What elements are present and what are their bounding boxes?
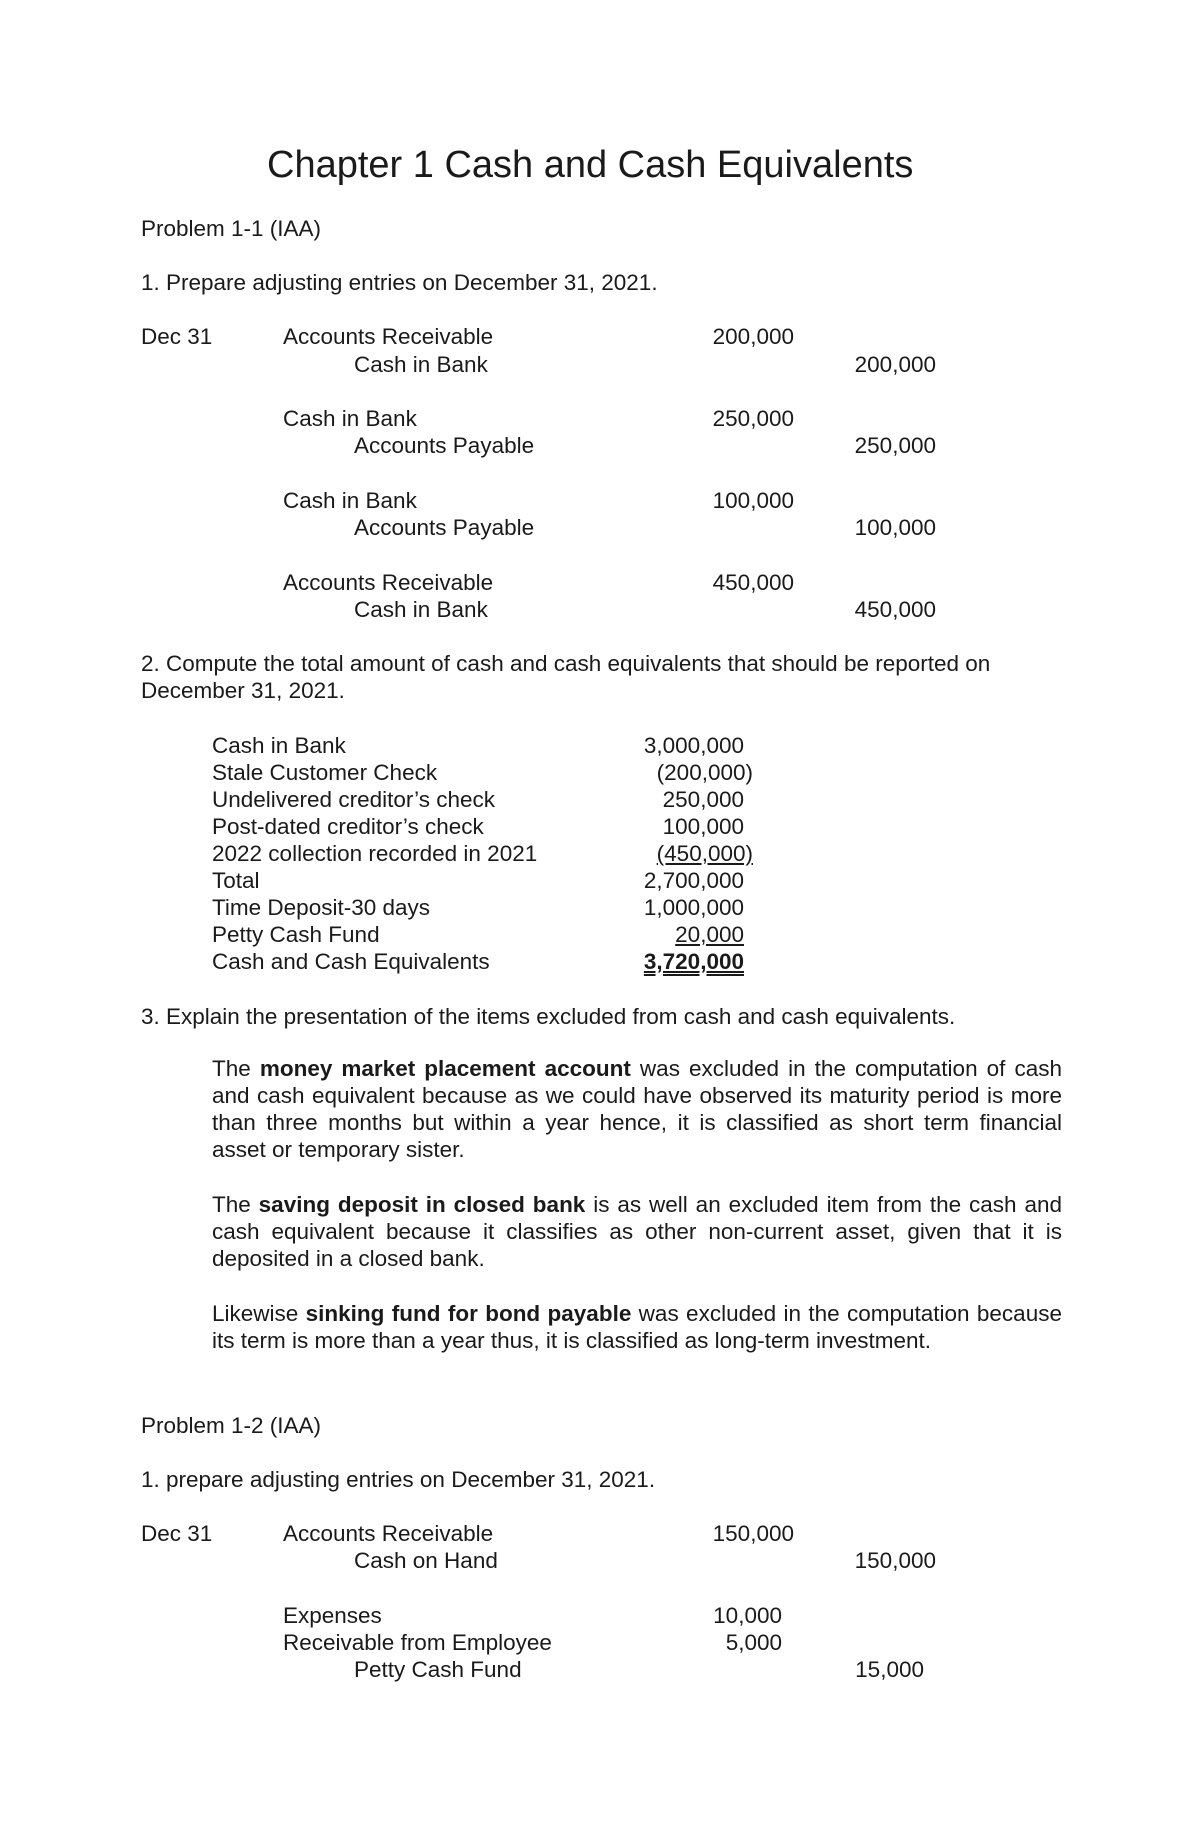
schedule-amount: 3,000,000 bbox=[643, 733, 744, 758]
credit-account: Cash in Bank bbox=[354, 597, 488, 622]
credit-account: Accounts Payable bbox=[354, 515, 535, 540]
schedule-amount: 1,000,000 bbox=[643, 895, 744, 920]
debit-amount: 5,000 bbox=[725, 1630, 782, 1655]
schedule-label: Total bbox=[212, 868, 260, 893]
credit-amount: 250,000 bbox=[854, 433, 936, 458]
credit-amount: 100,000 bbox=[854, 515, 936, 540]
schedule-amount: 20,000 bbox=[675, 922, 744, 947]
debit-account: Accounts Receivable bbox=[283, 324, 494, 349]
schedule-label: Cash in Bank bbox=[212, 733, 346, 758]
schedule-label: Petty Cash Fund bbox=[212, 922, 380, 947]
debit-amount: 250,000 bbox=[712, 406, 794, 431]
credit-account: Accounts Payable bbox=[354, 433, 535, 458]
problem-heading: Problem 1-2 (IAA) bbox=[141, 1413, 322, 1438]
debit-amount: 150,000 bbox=[712, 1521, 794, 1546]
debit-account: Cash in Bank bbox=[283, 406, 417, 431]
credit-account: Petty Cash Fund bbox=[354, 1657, 522, 1682]
debit-account: Accounts Receivable bbox=[283, 570, 494, 595]
debit-amount: 450,000 bbox=[712, 570, 794, 595]
debit-account: Accounts Receivable bbox=[283, 1521, 494, 1546]
debit-amount: 100,000 bbox=[712, 488, 794, 513]
schedule-label: Cash and Cash Equivalents bbox=[212, 949, 490, 974]
schedule-label: Stale Customer Check bbox=[212, 760, 438, 785]
schedule-amount: 2,700,000 bbox=[643, 868, 744, 893]
credit-amount: 450,000 bbox=[854, 597, 936, 622]
credit-amount: 150,000 bbox=[854, 1548, 936, 1573]
schedule-label: 2022 collection recorded in 2021 bbox=[212, 841, 538, 866]
entry-date: Dec 31 bbox=[141, 324, 213, 349]
question-2-line-2: December 31, 2021. bbox=[141, 678, 345, 703]
schedule-amount: (450,000) bbox=[656, 841, 753, 866]
question-3: 3. Explain the presentation of the items excluded from cash and cash equivalents. bbox=[141, 1004, 956, 1029]
explanation-paragraph: The saving deposit in closed bank is as well an excluded item from the cash and cash equivalent because it classifies as other non-current asset, given that it is deposited in a closed bank. bbox=[212, 1192, 1062, 1271]
page-title: Chapter 1 Cash and Cash Equivalents bbox=[267, 144, 914, 186]
schedule-label: Time Deposit-30 days bbox=[212, 895, 431, 920]
schedule-total-amount: 3,720,000 bbox=[643, 949, 744, 974]
entry-date: Dec 31 bbox=[141, 1521, 213, 1546]
credit-account: Cash in Bank bbox=[354, 352, 488, 377]
explanation-paragraph: Likewise sinking fund for bond payable was excluded in the computation because its term is more than a year thus, it is classified as long-term investment. bbox=[212, 1301, 1062, 1353]
debit-amount: 200,000 bbox=[712, 324, 794, 349]
schedule-label: Undelivered creditor’s check bbox=[212, 787, 496, 812]
debit-account: Expenses bbox=[283, 1603, 382, 1628]
explanation-paragraph: The money market placement account was excluded in the computation of cash and cash equivalent because as we could have observed its maturity period is more than three months but within a year hence, it is classified as short term financial asset or temporary sister. bbox=[212, 1056, 1062, 1162]
schedule-amount: 250,000 bbox=[662, 787, 744, 812]
credit-account: Cash on Hand bbox=[354, 1548, 498, 1573]
debit-account: Cash in Bank bbox=[283, 488, 417, 513]
credit-amount: 200,000 bbox=[854, 352, 936, 377]
schedule-label: Post-dated creditor’s check bbox=[212, 814, 484, 839]
schedule-amount: 100,000 bbox=[662, 814, 744, 839]
problem-heading: Problem 1-1 (IAA) bbox=[141, 216, 322, 241]
debit-account: Receivable from Employee bbox=[283, 1630, 552, 1655]
schedule-amount: (200,000) bbox=[656, 760, 753, 785]
question-1: 1. prepare adjusting entries on December 31, 2021. bbox=[141, 1467, 656, 1492]
question-2-line-1: 2. Compute the total amount of cash and cash equivalents that should be reported on bbox=[141, 651, 991, 676]
debit-amount: 10,000 bbox=[713, 1603, 782, 1628]
question-1: 1. Prepare adjusting entries on December 31, 2021. bbox=[141, 270, 658, 295]
credit-amount: 15,000 bbox=[855, 1657, 924, 1682]
